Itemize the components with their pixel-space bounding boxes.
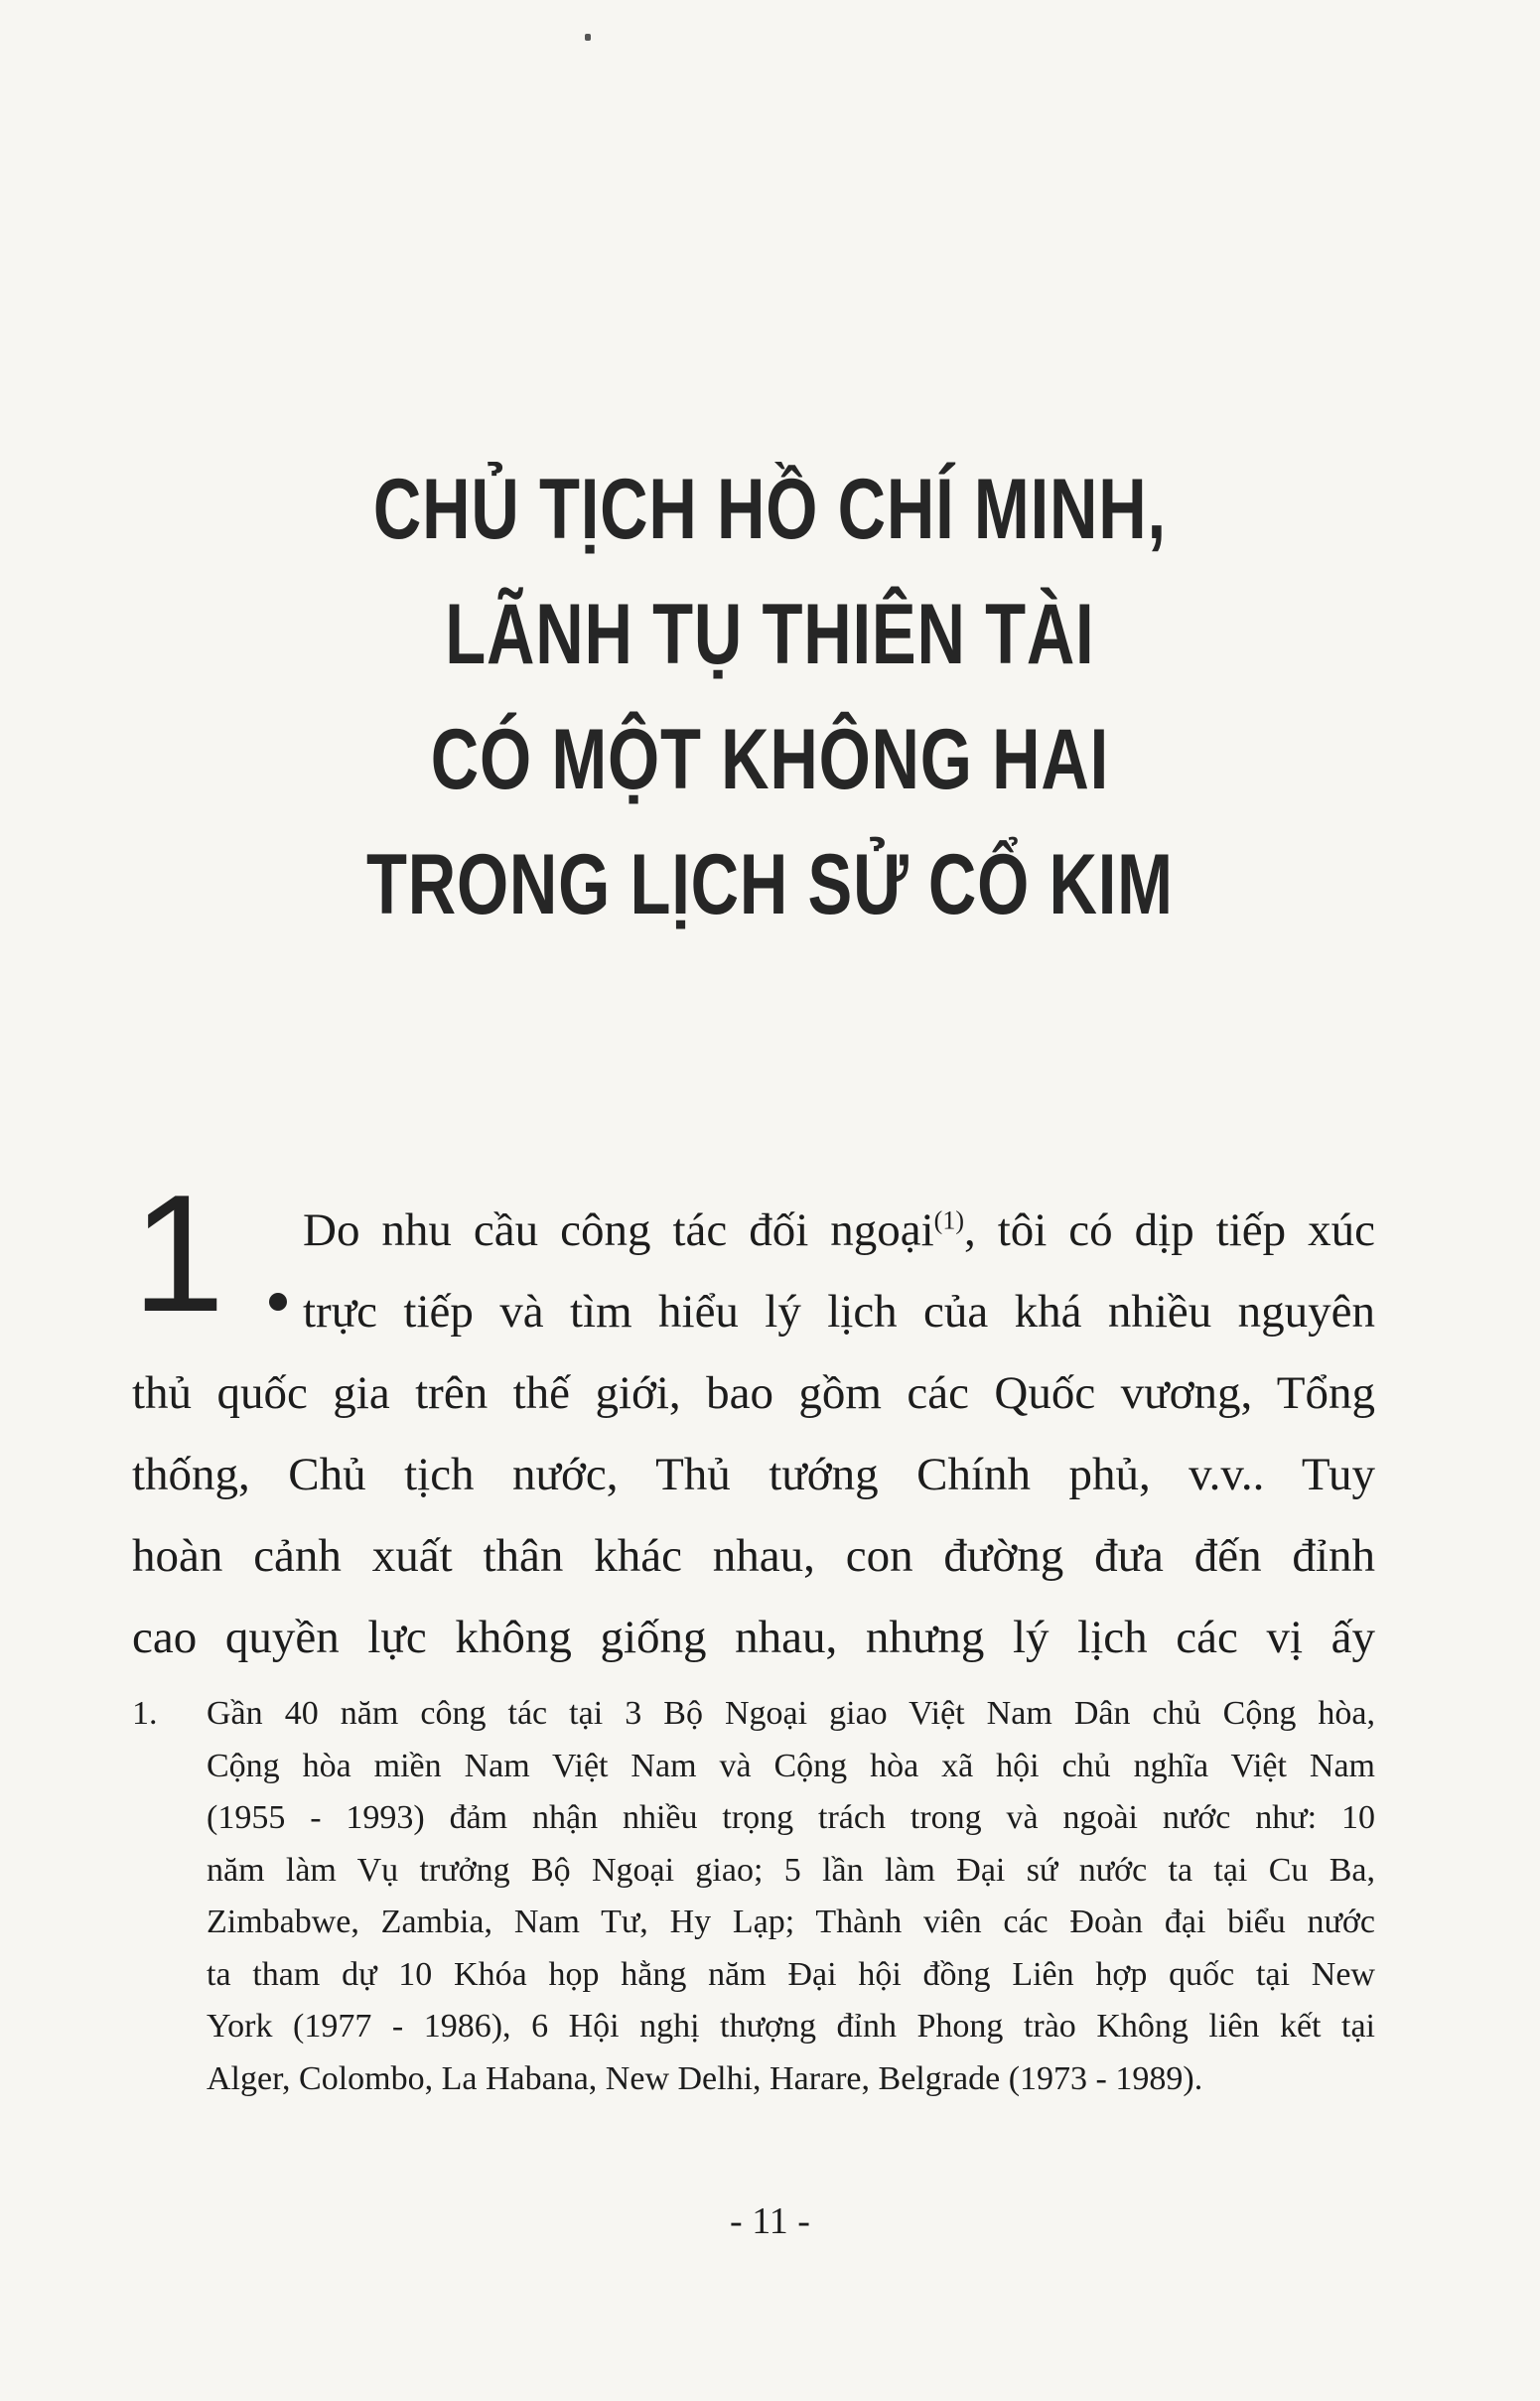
title-line-2: LÃNH TỤ THIÊN TÀI: [445, 587, 1095, 682]
body-line-5: hoàn cảnh xuất thân khác nhau, con đường đưa đến đỉnh: [132, 1530, 1375, 1582]
footnote-line-7: York (1977 - 1986), 6 Hội nghị thượng đỉnh Phong trào Không liên kết tại: [207, 2008, 1375, 2045]
body-paragraph: [132, 1190, 1375, 1678]
footnote-line-5: Zimbabwe, Zambia, Nam Tư, Hy Lạp; Thành viên các Đoàn đại biểu nước: [207, 1904, 1375, 1940]
footnote-number: 1.: [132, 1695, 158, 1732]
footnote-line-4: năm làm Vụ trưởng Bộ Ngoại giao; 5 lần làm Đại sứ nước ta tại Cu Ba,: [207, 1851, 1375, 1889]
body-line-2: trực tiếp và tìm hiểu lý lịch của khá nhiều nguyên: [303, 1286, 1375, 1338]
chapter-title: [170, 447, 1371, 947]
footnote: [132, 1688, 1375, 2105]
body-line-1-text: Do nhu cầu công tác đối ngoại: [303, 1204, 934, 1256]
page-number: - 11 -: [730, 2200, 810, 2242]
body-line-1: [132, 1190, 1375, 1271]
section-number: 1: [132, 1160, 225, 1346]
footnote-line-1: Gần 40 năm công tác tại 3 Bộ Ngoại giao Việt Nam Dân chủ Cộng hòa,: [207, 1695, 1375, 1732]
print-speck: [585, 34, 591, 41]
body-line-1-tail: , tôi có dịp tiếp xúc: [963, 1204, 1376, 1256]
footnote-line-8: Alger, Colombo, La Habana, New Delhi, Harare, Belgrade (1973 - 1989).: [207, 2059, 1203, 2097]
footnote-line-2: Cộng hòa miền Nam Việt Nam và Cộng hòa xã hội chủ nghĩa Việt Nam: [207, 1747, 1375, 1784]
footnote-text: [207, 1688, 1375, 2105]
footnote-line-6: ta tham dự 10 Khóa họp hằng năm Đại hội đồng Liên hợp quốc tại New: [207, 1955, 1375, 1993]
footnote-line-3: (1955 - 1993) đảm nhận nhiều trọng trách trong và ngoài nước như: 10: [207, 1799, 1375, 1836]
body-line-6: cao quyền lực không giống nhau, nhưng lý lịch các vị ấy: [132, 1612, 1375, 1663]
footnote-ref: (1): [933, 1205, 964, 1235]
title-line-1: CHỦ TỊCH HỒ CHÍ MINH,: [372, 462, 1167, 557]
title-line-4: TRONG LỊCH SỬ CỔ KIM: [365, 837, 1174, 932]
body-line-3: thủ quốc gia trên thế giới, bao gồm các Quốc vương, Tổng: [132, 1367, 1375, 1419]
body-line-4: thống, Chủ tịch nước, Thủ tướng Chính phủ, v.v.. Tuy: [132, 1449, 1375, 1500]
title-line-3: CÓ MỘT KHÔNG HAI: [430, 712, 1110, 807]
